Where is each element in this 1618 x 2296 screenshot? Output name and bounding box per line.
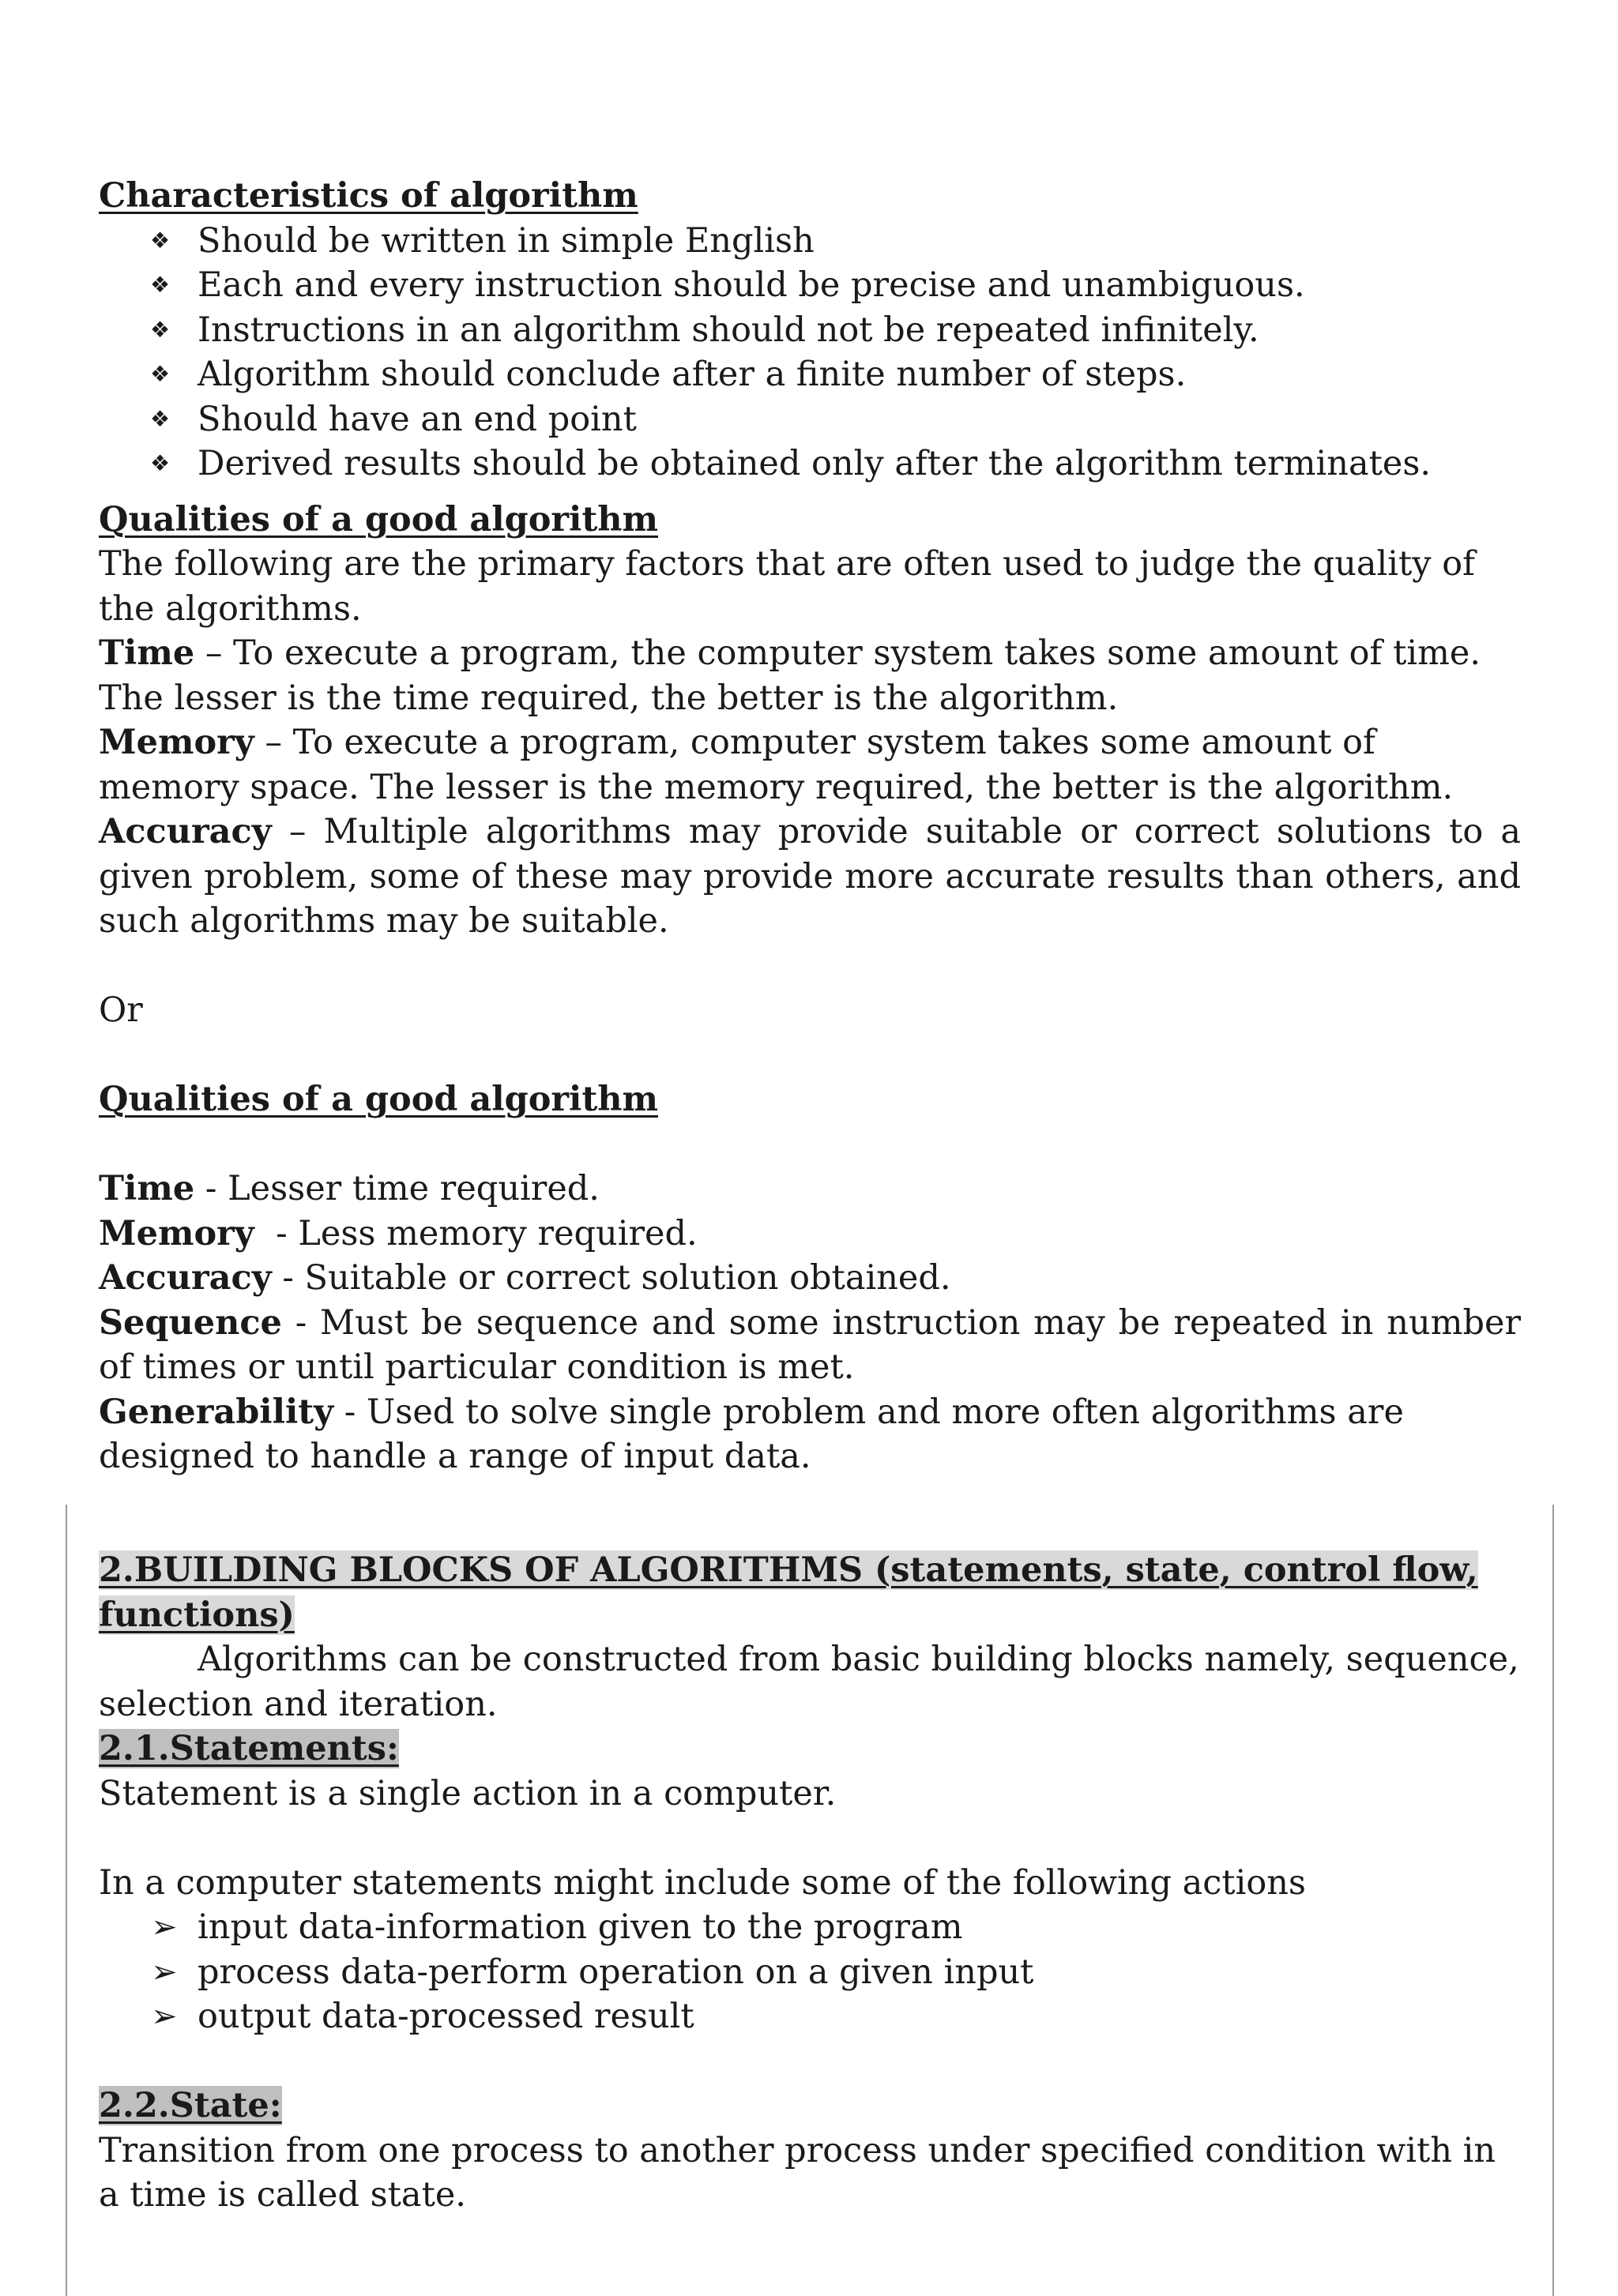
page-upper	[99, 174, 1521, 1479]
quality2-generability: Generability - Used to solve single problem and more often algorithms are designed to handle a range of input data.	[99, 1392, 1404, 1476]
list-item: ❖ Should be written in simple English	[99, 219, 1521, 264]
diamond-bullet-icon: ❖	[150, 227, 171, 254]
statements-heading: 2.1.Statements:	[99, 1729, 399, 1768]
or-text: Or	[99, 990, 143, 1030]
list-item: ➢ process data-perform operation on a given input	[99, 1950, 1521, 1995]
list-item: ❖ Instructions in an algorithm should not be repeated infinitely.	[99, 308, 1521, 353]
statements-intro: In a computer statements might include some of the following actions	[99, 1862, 1306, 1903]
statements-def: Statement is a single action in a computer.	[99, 1773, 837, 1813]
characteristics-list	[99, 219, 1521, 487]
diamond-bullet-icon: ❖	[150, 361, 171, 387]
arrow-bullet-icon: ➢	[151, 1998, 178, 2035]
diamond-bullet-icon: ❖	[150, 405, 171, 432]
statements-list	[99, 1905, 1521, 2039]
quality-memory: Memory – To execute a program, computer system takes some amount of memory space. The lesser is the memory required, the better is the algorithm.	[99, 723, 1454, 807]
diamond-bullet-icon: ❖	[150, 450, 171, 476]
state-heading: 2.2.State:	[99, 2086, 282, 2125]
quality2-memory: Memory - Less memory required.	[99, 1213, 698, 1253]
quality-accuracy: Accuracy – Multiple algorithms may provide suitable or correct solutions to a given problem, some of these may provide more accurate results than others, and such algorithms may be suitable.	[99, 812, 1521, 941]
qualities-heading: Qualities of a good algorithm	[99, 499, 658, 539]
list-item: ❖ Derived results should be obtained only after the algorithm terminates.	[99, 442, 1521, 487]
quality2-time: Time - Lesser time required.	[99, 1169, 600, 1208]
diamond-bullet-icon: ❖	[150, 316, 171, 343]
characteristics-heading: Characteristics of algorithm	[99, 176, 638, 216]
qualities-intro: The following are the primary factors that are often used to judge the quality of the algorithms.	[99, 544, 1476, 629]
qualities-heading-2: Qualities of a good algorithm	[99, 1080, 658, 1119]
state-def: Transition from one process to another process under specified condition with in a time is called state.	[99, 2130, 1496, 2215]
list-item: ❖ Should have an end point	[99, 397, 1521, 442]
quality-time: Time – To execute a program, the computer system takes some amount of time. The lesser is the time required, the better is the algorithm.	[99, 633, 1481, 718]
section2-heading: 2.BUILDING BLOCKS OF ALGORITHMS (statements, state, control flow, functions)	[99, 1550, 1478, 1635]
section2-intro: Algorithms can be constructed from basic building blocks namely, sequence, selection and iteration.	[99, 1640, 1519, 1724]
list-item: ❖ Algorithm should conclude after a finite number of steps.	[99, 352, 1521, 397]
list-item: ❖ Each and every instruction should be precise and unambiguous.	[99, 263, 1521, 308]
quality2-accuracy: Accuracy - Suitable or correct solution obtained.	[99, 1258, 951, 1298]
list-item: ➢ input data-information given to the program	[99, 1905, 1521, 1950]
arrow-bullet-icon: ➢	[151, 1953, 178, 1990]
page-lower	[99, 1548, 1521, 2218]
diamond-bullet-icon: ❖	[150, 272, 171, 298]
arrow-bullet-icon: ➢	[151, 1909, 178, 1945]
quality2-sequence: Sequence - Must be sequence and some instruction may be repeated in number of times or until particular condition is met.	[99, 1302, 1521, 1387]
list-item: ➢ output data-processed result	[99, 1994, 1521, 2039]
